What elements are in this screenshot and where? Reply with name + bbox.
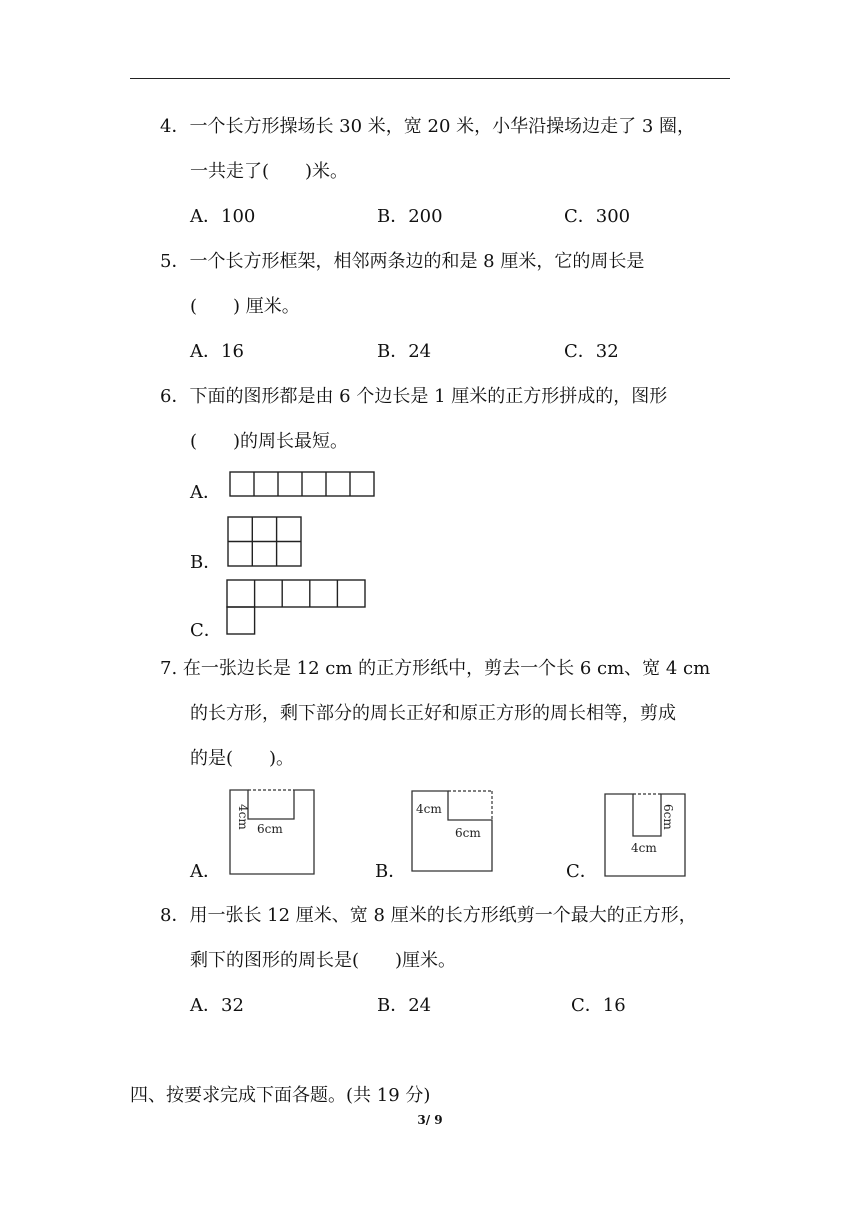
q4-option-c[interactable]: C．300 xyxy=(564,206,631,227)
section-4-heading: 四、按要求完成下面各题。(共 19 分) xyxy=(130,1085,431,1106)
q7-c-width-label: 4cm xyxy=(631,841,657,855)
q5-option-c[interactable]: C．32 xyxy=(564,341,619,362)
q5-line2: ( ) 厘米。 xyxy=(190,296,300,317)
q7-option-a[interactable]: A． xyxy=(190,861,221,882)
q7-a-length-label: 6cm xyxy=(257,822,283,836)
q7-b-length-label: 6cm xyxy=(455,826,481,840)
q8-option-b[interactable]: B．24 xyxy=(377,995,432,1016)
q6-option-a[interactable]: A． xyxy=(190,482,221,503)
q8-option-a[interactable]: A．32 xyxy=(190,995,244,1016)
q7-a-width-label: 4cm xyxy=(236,804,250,830)
q7-line2: 的长方形，剩下部分的周长正好和原正方形的周长相等，剪成 xyxy=(190,703,676,724)
q8-option-c[interactable]: C．16 xyxy=(571,995,626,1016)
q4-option-b[interactable]: B．200 xyxy=(377,206,443,227)
q7-figure-c xyxy=(604,793,686,877)
q6-figure-b xyxy=(227,516,303,568)
q7-line3: 的是( )。 xyxy=(190,748,295,769)
q7-figure-b xyxy=(411,790,493,872)
q8-line1: 8．用一张长 12 厘米、宽 8 厘米的长方形纸剪一个最大的正方形， xyxy=(160,905,697,926)
q5-option-a[interactable]: A．16 xyxy=(190,341,244,362)
q6-option-b[interactable]: B． xyxy=(190,552,222,573)
q4-line2: 一共走了( )米。 xyxy=(190,161,349,182)
q5-line1: 5．一个长方形框架，相邻两条边的和是 8 厘米，它的周长是 xyxy=(160,251,645,272)
q6-option-c[interactable]: C． xyxy=(190,620,222,641)
q6-line1: 6．下面的图形都是由 6 个边长是 1 厘米的正方形拼成的，图形 xyxy=(160,386,668,407)
q7-figure-a xyxy=(229,789,315,875)
q4-option-a[interactable]: A．100 xyxy=(190,206,256,227)
header-rule xyxy=(130,78,730,79)
page-number: 3/ 9 xyxy=(417,1113,443,1127)
q8-line2: 剩下的图形的周长是( )厘米。 xyxy=(190,950,457,971)
q7-option-c[interactable]: C． xyxy=(566,861,598,882)
q7-c-length-label: 6cm xyxy=(661,804,675,830)
q6-figure-c xyxy=(226,579,368,637)
q6-figure-a xyxy=(229,471,375,497)
q6-line2: ( )的周长最短。 xyxy=(190,431,349,452)
q4-line1: 4．一个长方形操场长 30 米，宽 20 米，小华沿操场边走了 3 圈， xyxy=(160,116,696,137)
q7-line1: 7. 在一张边长是 12 cm 的正方形纸中，剪去一个长 6 cm、宽 4 cm xyxy=(160,658,711,679)
q7-b-width-label: 4cm xyxy=(416,802,442,816)
q5-option-b[interactable]: B．24 xyxy=(377,341,432,362)
q7-option-b[interactable]: B． xyxy=(375,861,407,882)
